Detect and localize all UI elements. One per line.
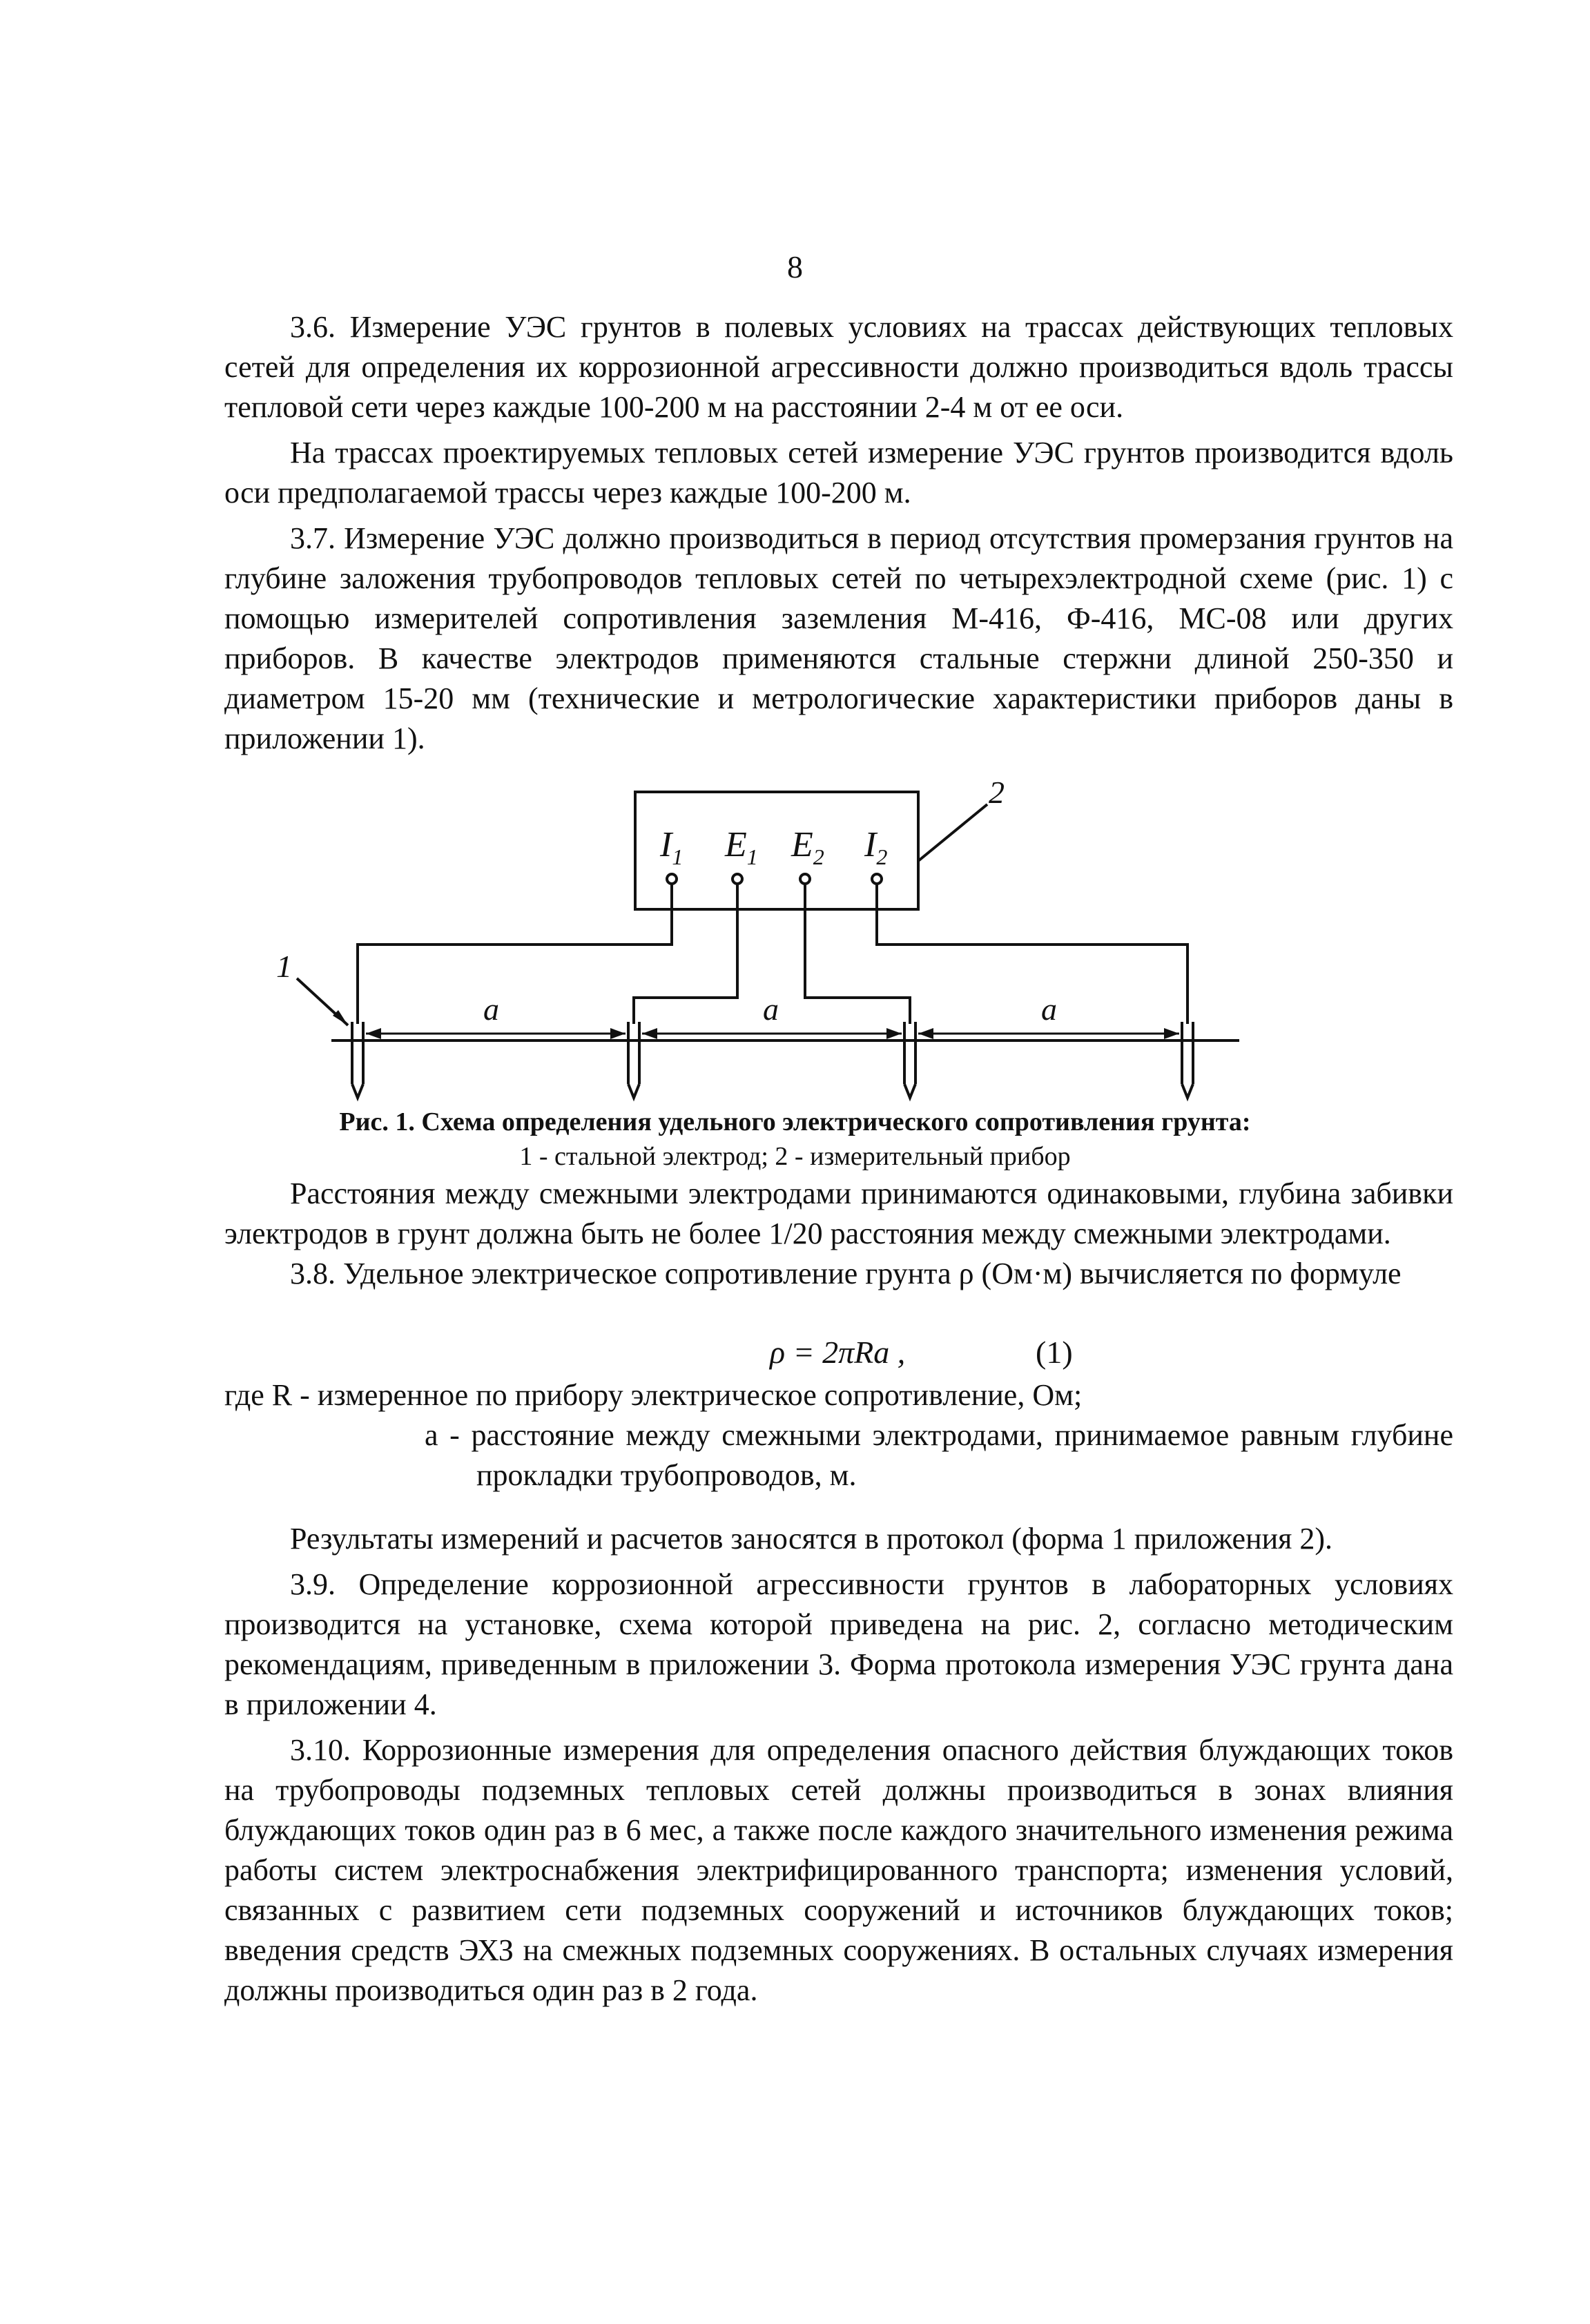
spacing-label-2: a — [763, 991, 779, 1027]
terminal-e1-label: $E_1$ — [725, 825, 758, 869]
terminal-e2-connector — [800, 874, 810, 884]
wire-i1 — [358, 884, 672, 1024]
section-text-bottom — [224, 1519, 1453, 2011]
terminal-i2-connector — [872, 874, 882, 884]
paragraph-3-6: 3.6. Измерение УЭС грунтов в полевых условиях на трассах действующих тепловых сетей для определения их коррозионной агрессивности должно производиться вдоль трассы тепловой сети через каждые 100-200 м на расстоянии 2-4 м от ее оси. — [224, 310, 1453, 424]
terminal-i1-label: $I_1$ — [660, 825, 683, 869]
figure-caption — [0, 1105, 1590, 1174]
where-a-definition: a - расстояние между смежными электродами, принимаемое равным глубине прокладки трубопроводов, м. — [425, 1418, 1453, 1492]
terminal-i2-label: $I_2$ — [864, 825, 888, 869]
device-callout-number: 2 — [989, 777, 1005, 810]
paragraph-3-8: 3.8. Удельное электрическое сопротивление грунта ρ (Ом·м) вычисляется по формуле — [290, 1257, 1402, 1290]
paragraph-electrode-spacing: Расстояния между смежными электродами принимаются одинаковыми, глубина забивки электродов в грунт должна быть не более 1/20 расстояния между смежными электродами. — [224, 1176, 1453, 1250]
terminal-e2-label: $E_2$ — [791, 825, 824, 869]
four-electrode-diagram — [255, 777, 1257, 1108]
paragraph-3-9: 3.9. Определение коррозионной агрессивности грунтов в лабораторных условиях производится на установке, схема которой приведена на рис. 2, согласно методическим рекомендациям, приведенным в приложении 3. Форма протокола измерения УЭС грунта дана в приложении 4. — [224, 1567, 1453, 1721]
spacing-label-1: a — [483, 991, 499, 1027]
electrode-callout-number: 1 — [276, 949, 292, 984]
figure-caption-title: Рис. 1. Схема определения удельного электрического сопротивления грунта: — [339, 1107, 1251, 1136]
terminal-i1-connector — [667, 874, 677, 884]
wire-e1 — [634, 884, 737, 1024]
formula-number: (1) — [1036, 1335, 1073, 1370]
terminal-e1-connector — [733, 874, 742, 884]
where-r-definition: где R - измеренное по прибору электрическое сопротивление, Ом; — [224, 1378, 1083, 1412]
paragraph-projected-networks: На трассах проектируемых тепловых сетей измерение УЭС грунтов производится вдоль оси предполагаемой трассы через каждые 100-200 м. — [224, 436, 1453, 510]
page-number: 8 — [787, 249, 803, 284]
electrode-3 — [904, 1022, 915, 1098]
formula-line — [0, 1334, 1590, 1375]
electrode-2 — [628, 1022, 639, 1098]
figure-caption-legend: 1 - стальной электрод; 2 - измерительный прибор — [519, 1142, 1071, 1171]
section-text-top — [224, 307, 1453, 759]
spacing-label-3: a — [1041, 991, 1057, 1027]
electrode-1 — [352, 1022, 363, 1098]
wire-e2 — [805, 884, 910, 1024]
paragraph-3-7: 3.7. Измерение УЭС должно производиться в период отсутствия промерзания грунтов на глубине заложения трубопроводов тепловых сетей по четырехэлектродной схеме (рис. 1) с помощью измерителей сопротивления заземления М-416, Ф-416, МС-08 или других приборов. В качестве электродов применяются стальные стержни длиной 250-350 и диаметром 15-20 мм (технические и метрологические характеристики приборов даны в приложении 1). — [224, 521, 1453, 755]
electrode-4 — [1182, 1022, 1193, 1098]
device-callout-line — [918, 804, 987, 861]
formula-explanation — [224, 1375, 1453, 1495]
paragraph-3-10: 3.10. Коррозионные измерения для определения опасного действия блуждающих токов на трубопроводы подземных тепловых сетей должны производиться в зонах влияния блуждающих токов один раз в 6 мес, а также после каждого значительного изменения режима работы систем электроснабжения электрифицированного транспорта; изменения условий, связанных с развитием сети подземных сооружений и источников блуждающих токов; введения средств ЭХЗ на смежных подземных сооружениях. В остальных случаях измерения должны производиться один раз в 2 года. — [224, 1733, 1453, 2007]
formula-expression: ρ = 2πRa , — [770, 1335, 906, 1370]
paragraph-protocol: Результаты измерений и расчетов заносятся в протокол (форма 1 приложения 2). — [290, 1522, 1333, 1556]
section-text-mid — [224, 1174, 1453, 1294]
wire-i2 — [877, 884, 1187, 1024]
